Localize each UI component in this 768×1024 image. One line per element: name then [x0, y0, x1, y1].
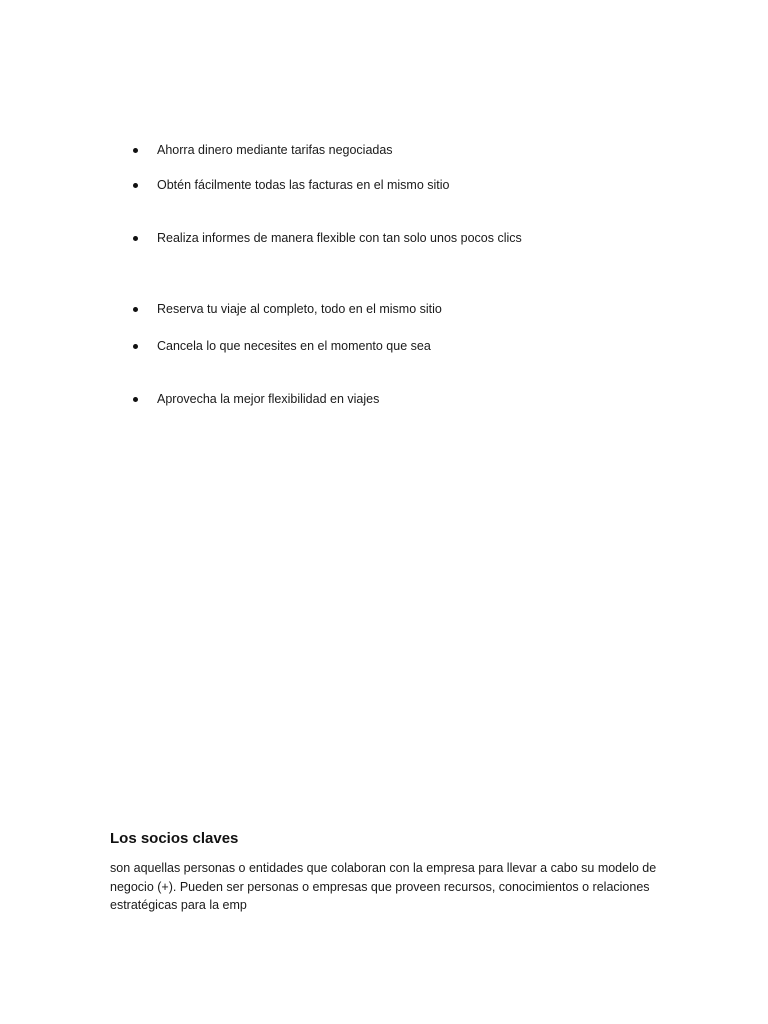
section-heading: Los socios claves [110, 830, 239, 847]
section-body-text: son aquellas personas o entidades que colaboran con la empresa para llevar a cabo su modelo de negocio (+). Pueden ser personas o empresas que proveen recursos, conocimientos o relaciones estratégicas para la emp [110, 861, 657, 912]
bullet-item [131, 142, 393, 158]
bullet-item [131, 338, 431, 354]
bullet-text: Cancela lo que necesites en el momento que sea [157, 339, 431, 353]
bullet-icon [133, 183, 138, 188]
bullet-icon [133, 148, 138, 153]
bullet-icon [133, 344, 138, 349]
bullet-text: Reserva tu viaje al completo, todo en el mismo sitio [157, 302, 442, 316]
bullet-icon [133, 397, 138, 402]
bullet-item [131, 230, 522, 246]
bullet-text: Obtén fácilmente todas las facturas en el mismo sitio [157, 178, 450, 192]
bullet-text: Aprovecha la mejor flexibilidad en viajes [157, 392, 380, 406]
bullet-icon [133, 307, 138, 312]
bullet-item [131, 177, 450, 193]
bullet-text: Ahorra dinero mediante tarifas negociadas [157, 143, 393, 157]
bullet-item [131, 301, 442, 317]
bullet-text: Realiza informes de manera flexible con tan solo unos pocos clics [157, 231, 522, 245]
bullet-item [131, 391, 379, 407]
bullet-icon [133, 236, 138, 241]
